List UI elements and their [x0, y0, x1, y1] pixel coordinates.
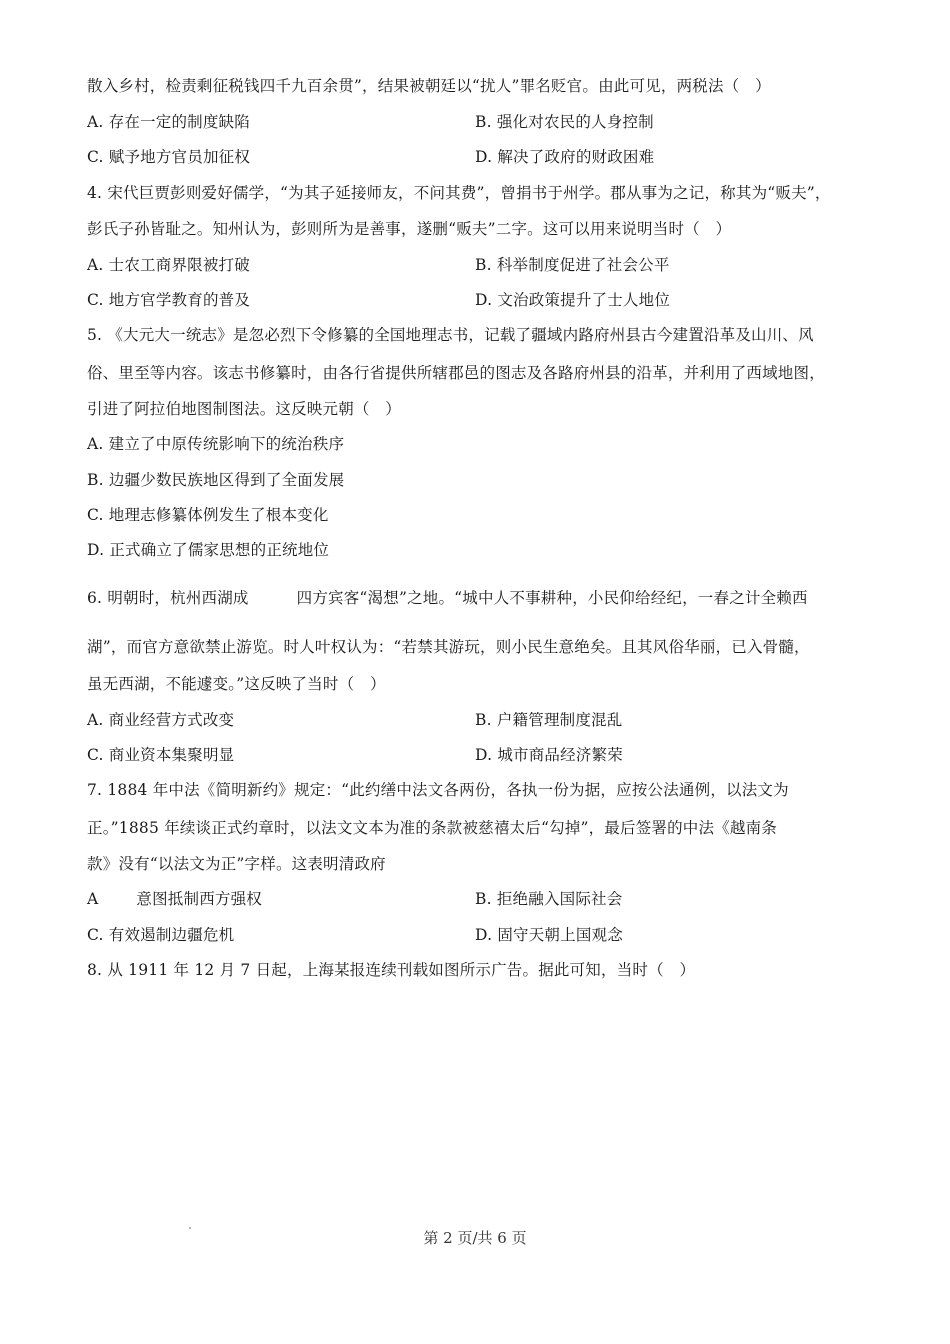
question-7-stem-line-1: 7. 1884 年中法《简明新约》规定：“此约缮中法文各两份，各执一份为据，应按公法通例，以法文为 — [87, 781, 789, 799]
question-3-option-b: B. 强化对农民的人身控制 — [475, 113, 654, 131]
question-4-stem-line-1: 4. 宋代巨贾彭则爱好儒学，“为其子延接师友，不问其费”，曾捐书于州学。郡从事为之记，称其为“贩夫”， — [87, 184, 831, 202]
question-4-option-c: C. 地方官学教育的普及 — [87, 291, 251, 309]
question-4-stem-line-2: 彭氏子孙皆耻之。知州认为，彭则所为是善事，遂删“贩夫”二字。这可以用来说明当时（ ） — [87, 220, 732, 238]
question-7-stem-line-3: 款》没有“以法文为正”字样。这表明清政府 — [87, 855, 386, 873]
question-6-stem-line-3: 虽无西湖，不能遽变。”这反映了当时（ ） — [87, 675, 386, 693]
question-6-stem-part-1: 6. 明朝时，杭州西湖成 — [87, 589, 249, 607]
question-4-option-d: D. 文治政策提升了士人地位 — [475, 291, 671, 309]
question-6-stem-line-2: 湖”，而官方意欲禁止游览。时人叶权认为：“若禁其游玩，则小民生意绝矣。且其风俗华丽，已入骨髓， — [87, 638, 810, 656]
page-number: 第 2 页/共 6 页 — [423, 1229, 527, 1247]
question-6-option-c: C. 商业资本集聚明显 — [87, 746, 235, 764]
question-3-option-a: A. 存在一定的制度缺陷 — [87, 113, 250, 131]
question-7-option-b: B. 拒绝融入国际社会 — [475, 890, 623, 908]
question-5-option-c: C. 地理志修纂体例发生了根本变化 — [87, 506, 329, 524]
question-6-option-d: D. 城市商品经济繁荣 — [475, 746, 623, 764]
question-6-option-a: A. 商业经营方式改变 — [87, 711, 235, 729]
question-3-stem-tail: 散入乡村，检责剩征税钱四千九百余贯”，结果被朝廷以“扰人”罪名贬官。由此可见，两税法（ ） — [87, 77, 771, 95]
question-5-option-b: B. 边疆少数民族地区得到了全面发展 — [87, 471, 345, 489]
question-7-stem-line-2: 正。”1885 年续谈正式约章时，以法文文本为准的条款被慈禧太后“勾掉”，最后签署的中法《越南条 — [87, 819, 777, 837]
question-7-option-a — [87, 889, 262, 909]
question-5-stem-line-1: 5. 《大元大一统志》是忽必烈下令修纂的全国地理志书，记载了疆域内路府州县古今建置沿革及山川、风 — [87, 326, 814, 344]
question-4-option-a: A. 士农工商界限被打破 — [87, 256, 250, 274]
question-5-stem-line-3: 引进了阿拉伯地图制图法。这反映元朝（ ） — [87, 400, 402, 418]
question-7-option-c: C. 有效遏制边疆危机 — [87, 926, 235, 944]
question-6-stem-line-1 — [87, 588, 808, 608]
question-7-option-d: D. 固守天朝上国观念 — [475, 926, 623, 944]
question-5-stem-line-2: 俗、里至等内容。该志书修纂时，由各行省提供所辖郡邑的图志及各路府州县的沿革，并利用了西域地图， — [87, 364, 825, 382]
question-6-option-b: B. 户籍管理制度混乱 — [475, 711, 623, 729]
question-5-option-d: D. 正式确立了儒家思想的正统地位 — [87, 541, 330, 559]
question-3-option-d: D. 解决了政府的财政困难 — [475, 148, 655, 166]
question-7-option-a-letter: A — [87, 890, 99, 908]
question-8-stem-line-1: 8. 从 1911 年 12 月 7 日起，上海某报连续刊载如图所示广告。据此可知，当时（ ） — [87, 961, 696, 979]
question-6-stem-part-2: 四方宾客“渴想”之地。“城中人不事耕种，小民仰给经纪，一春之计全赖西 — [296, 589, 808, 607]
question-4-option-b: B. 科举制度促进了社会公平 — [475, 256, 670, 274]
question-7-option-a-text: 意图抵制西方强权 — [136, 890, 263, 908]
question-5-option-a: A. 建立了中原传统影响下的统治秩序 — [87, 435, 345, 453]
question-3-option-c: C. 赋予地方官员加征权 — [87, 148, 251, 166]
